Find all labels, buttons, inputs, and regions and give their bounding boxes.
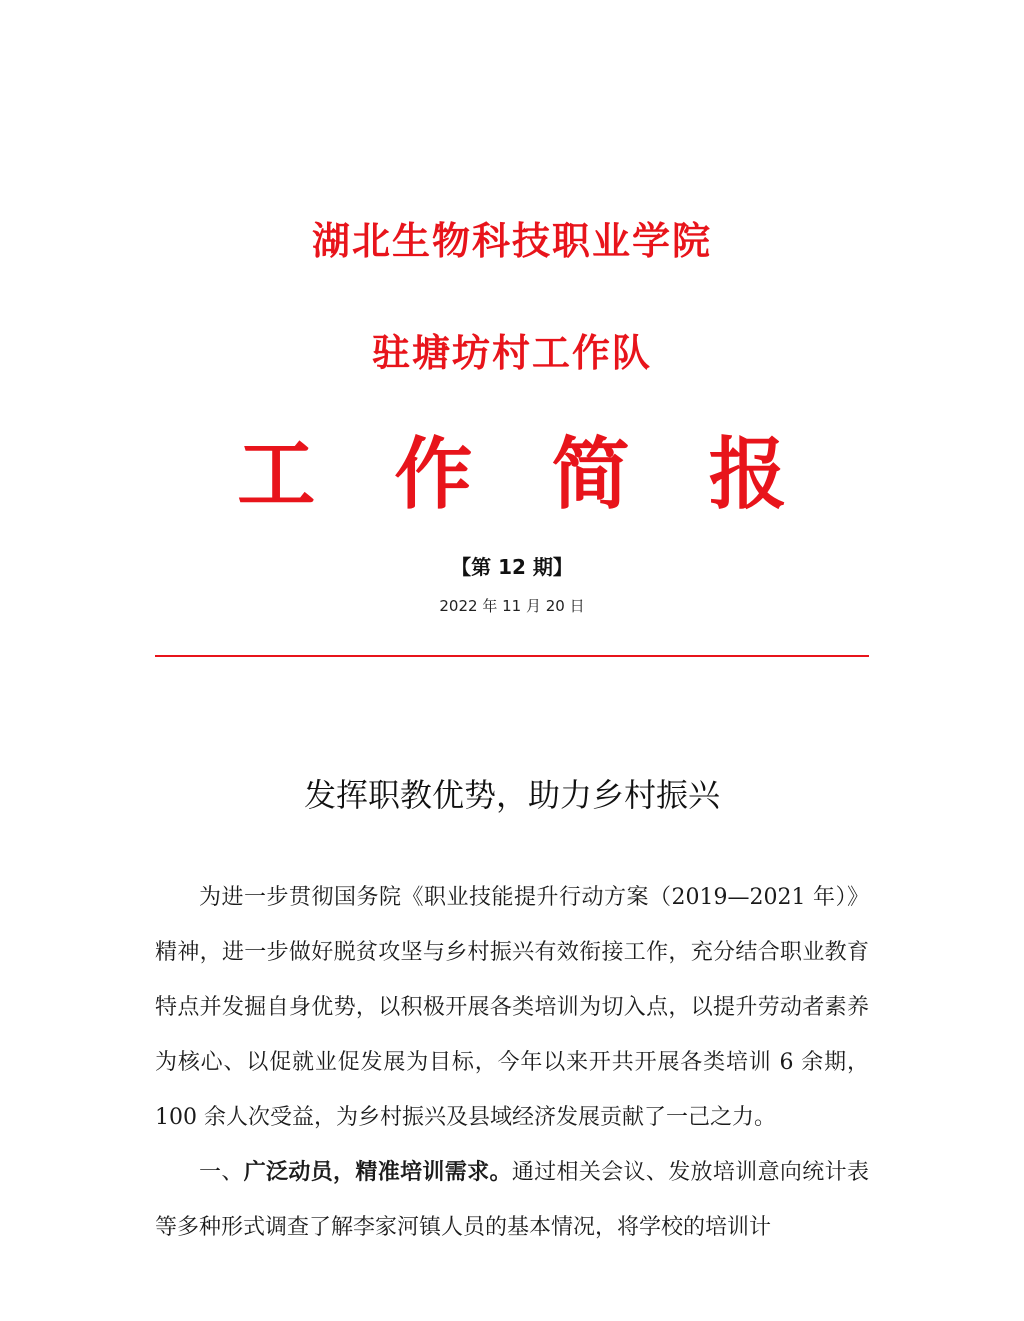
article-body: [155, 870, 869, 1255]
article-title: 发挥职教优势，助力乡村振兴: [303, 776, 720, 814]
bulletin-title: 工 作 简 报: [237, 430, 813, 520]
section-1-text: 通过相关会议、发放培训意向统计表等多种形式调查了解李家河镇人员的基本情况，将学校的培训计: [155, 1160, 869, 1240]
red-divider: [155, 655, 869, 657]
team-name: 驻塘坊村工作队: [371, 330, 652, 375]
issue-number: 【第 12 期】: [451, 555, 573, 579]
org-name: 湖北生物科技职业学院: [311, 218, 712, 263]
paragraph-section-1: [155, 1145, 869, 1255]
section-1-prefix: 一、: [199, 1160, 244, 1185]
issue-date: 2022 年 11 月 20 日: [439, 597, 585, 615]
section-1-heading: 广泛动员，精准培训需求。: [243, 1159, 512, 1185]
paragraph-intro: 为进一步贯彻国务院《职业技能提升行动方案（2019—2021 年）》精神，进一步做好脱贫攻坚与乡村振兴有效衔接工作，充分结合职业教育特点并发掘自身优势，以积极开展各类培训为切入点，以提升劳动者素养为核心、以促就业促发展为目标，今年以来开共开展各类培训 6 余期，100 余人次受益，为乡村振兴及县域经济发展贡献了一己之力。: [155, 885, 869, 1130]
